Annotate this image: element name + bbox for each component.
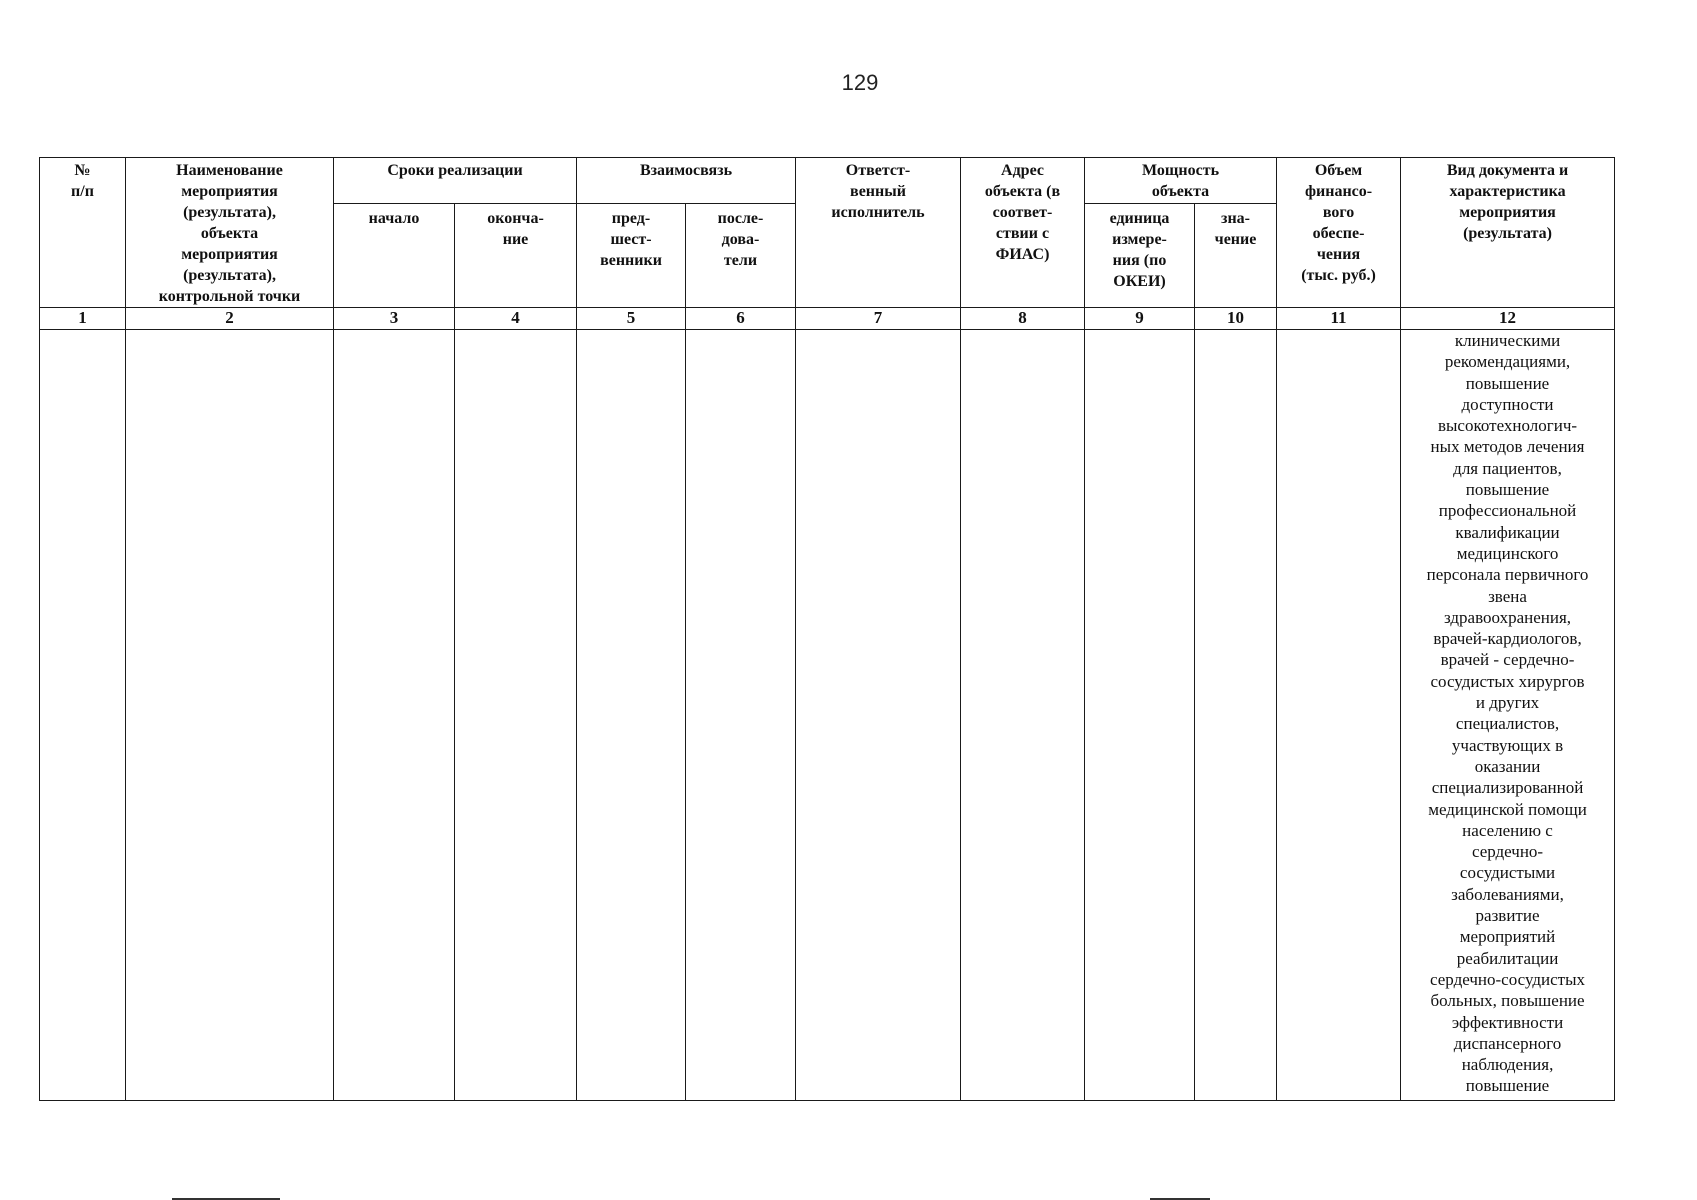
column-number: 1 [40,308,126,330]
cell-start [334,330,455,1101]
cell-finance [1277,330,1401,1101]
cell-doc-type: клиническими рекомендациями, повышение доступности высокотехнологич- ных методов лечения для пациентов, повышение профессиональной квалификации медицинского персонала первичного звена здравоохранения, врачей-кардиологов, врачей - сердечно- сосудистых хирургов и других специалистов, участвующих в оказании специализированной медицинской помощи населению с сердечно- сосудистыми заболеваниями, развитие мероприятий реабилитации сердечно-сосудистых больных, повышение эффективности диспансерного наблюдения, повышение [1401,330,1615,1101]
column-number: 5 [577,308,686,330]
header-number: № п/п [40,158,126,308]
header-responsible: Ответст- венный исполнитель [796,158,961,308]
header-terms-end: оконча- ние [455,203,577,307]
header-link-next: после- дова- тели [686,203,796,307]
cell-responsible [796,330,961,1101]
page-number: 129 [841,70,879,95]
header-row [40,158,1615,204]
header-terms-start: начало [334,203,455,307]
column-number-row [40,308,1615,330]
activities-table [39,157,1615,1101]
column-number: 6 [686,308,796,330]
header-link-prev: пред- шест- венники [577,203,686,307]
cell-unit [1085,330,1195,1101]
column-number: 3 [334,308,455,330]
cell-address [961,330,1085,1101]
column-number: 11 [1277,308,1401,330]
column-number: 2 [126,308,334,330]
header-capacity-value: зна- чение [1195,203,1277,307]
cell-next [686,330,796,1101]
header-capacity-unit: единица измере- ния (по ОКЕИ) [1085,203,1195,307]
cell-name [126,330,334,1101]
column-number: 10 [1195,308,1277,330]
column-number: 12 [1401,308,1615,330]
header-name: Наименование мероприятия (результата), объекта мероприятия (результата), контрольной точки [126,158,334,308]
column-number: 4 [455,308,577,330]
cell-value [1195,330,1277,1101]
header-capacity: Мощность объекта [1085,158,1277,204]
header-terms: Сроки реализации [334,158,577,204]
header-finance: Объем финансо- вого обеспе- чения (тыс. руб.) [1277,158,1401,308]
cell-number [40,330,126,1101]
cell-prev [577,330,686,1101]
column-number: 7 [796,308,961,330]
cell-end [455,330,577,1101]
table-row [40,330,1615,1101]
column-number: 8 [961,308,1085,330]
header-address: Адрес объекта (в соответ- ствии с ФИАС) [961,158,1085,308]
header-link: Взаимосвязь [577,158,796,204]
header-doc-type: Вид документа и характеристика мероприятия (результата) [1401,158,1615,308]
column-number: 9 [1085,308,1195,330]
